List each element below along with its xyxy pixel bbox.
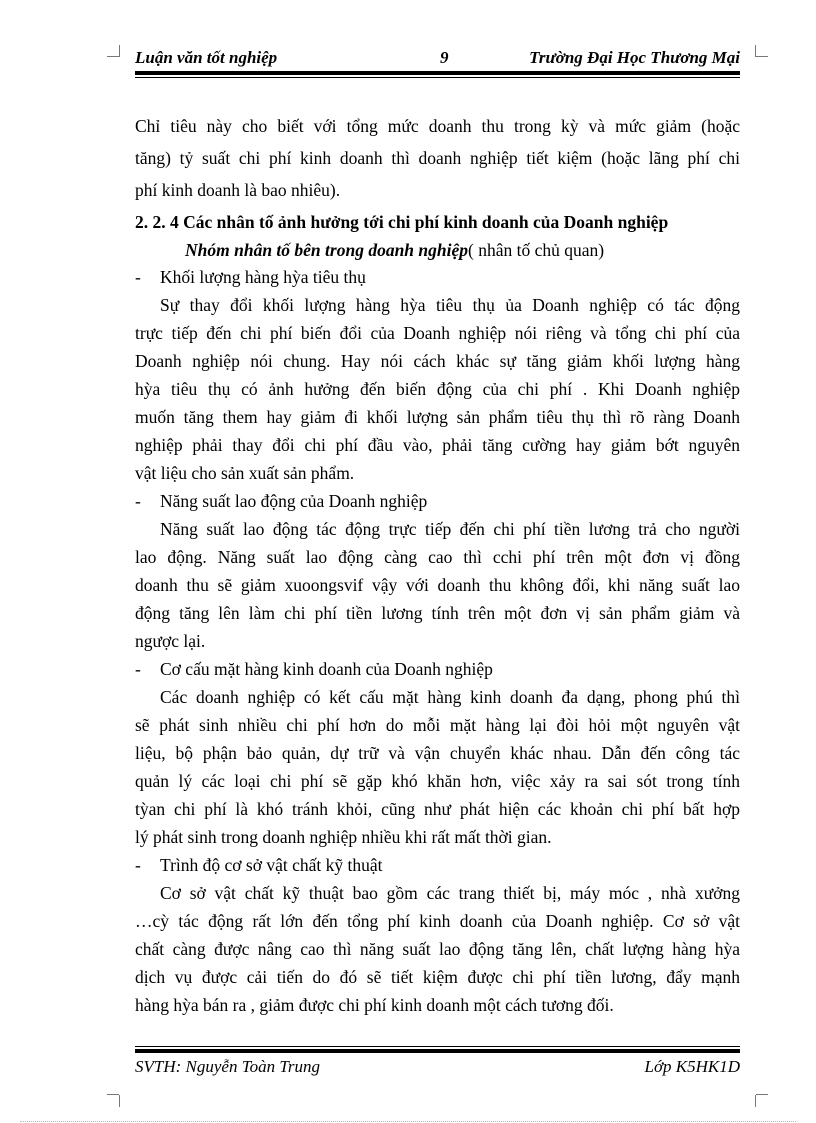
dash-bullet: -	[135, 491, 141, 511]
list-item-title-text: Năng suất lao động của Doanh nghiệp	[160, 491, 428, 511]
paragraph-line: dịch vụ được cải tiến do đó sẽ tiết kiệm được chi phí tiền lương, đẩy mạnh	[135, 967, 740, 987]
dash-bullet: -	[135, 659, 141, 679]
paragraph-line: hàng hỳa bán ra , giảm được chi phí kinh doanh một cách tương đối.	[135, 995, 614, 1015]
crop-mark	[119, 45, 120, 57]
paragraph-line: lao động. Năng suất lao động càng cao thì cchi phí trên một đơn vị đồng	[135, 547, 740, 567]
paragraph-line: chất càng được nâng cao thì năng suất lao động tăng lên, chất lượng hàng hỳa	[135, 939, 740, 959]
paragraph-line: Chỉ tiêu này cho biết với tổng mức doanh thu trong kỳ và mức giảm (hoặc	[135, 116, 740, 136]
dash-bullet: -	[135, 855, 141, 875]
paragraph-line: vật liệu cho sản xuất sản phẩm.	[135, 463, 355, 483]
paragraph-line: Doanh nghiệp nói chung. Hay nói cách khác sự tăng giảm khối lượng hàng	[135, 351, 740, 371]
paragraph-line: quản lý các loại chi phí sẽ gặp khó khăn hơn, việc xảy ra sai sót trong tính	[135, 771, 740, 791]
paragraph-line: Năng suất lao động tác động trực tiếp đến chi phí tiền lương trả cho người	[160, 519, 740, 539]
paragraph-line: lý phát sinh trong doanh nghiệp nhiều khi rất mất thời gian.	[135, 827, 552, 847]
paragraph-line: phí kinh doanh là bao nhiêu).	[135, 180, 341, 200]
section-heading: 2. 2. 4 Các nhân tố ảnh hưởng tới chi phí kinh doanh của Doanh nghiệp	[135, 212, 669, 232]
page-number: 9	[440, 48, 449, 67]
footer-class: Lớp K5HK1D	[644, 1057, 740, 1076]
crop-mark	[107, 56, 119, 57]
crop-mark	[107, 1094, 119, 1095]
crop-mark	[756, 1094, 768, 1095]
page-header	[135, 46, 740, 72]
paragraph-line: liệu, bộ phận bảo quản, dự trữ và vận chuyển khác nhau. Dẫn đến công tác	[135, 743, 740, 763]
dash-bullet: -	[135, 267, 141, 287]
subheading-rest: ( nhân tố chủ quan)	[468, 240, 605, 260]
paragraph-line: muốn tăng them hay giảm đi khối lượng sản phẩm tiêu thụ thì rõ ràng Doanh	[135, 407, 740, 427]
paragraph-line: Các doanh nghiệp có kết cấu mặt hàng kinh doanh đa dạng, phong phú thì	[160, 687, 740, 707]
page-bottom-edge	[20, 1121, 796, 1122]
crop-mark	[755, 1095, 756, 1107]
subheading-emphasis: Nhóm nhân tố bên trong doanh nghiệp	[185, 240, 469, 260]
header-rule-thick	[135, 71, 740, 75]
crop-mark	[756, 56, 768, 57]
paragraph-line: tăng) tỷ suất chi phí kinh doanh thì doanh nghiệp tiết kiệm (hoặc lãng phí chi	[135, 148, 740, 168]
paragraph-line: hỳa tiêu thụ có ảnh hưởng đến biến động của chi phí . Khi Doanh nghiệp	[135, 379, 740, 399]
footer-rule-thick	[135, 1049, 740, 1053]
footer-rule-thin	[135, 1046, 740, 1047]
list-item-title	[135, 487, 740, 515]
paragraph-line: sẽ phát sinh nhiều chi phí hơn do mỗi mặt hàng lại đòi hỏi một nguyên vật	[135, 715, 740, 735]
header-rule-thin	[135, 77, 740, 78]
paragraph-line: Sự thay đổi khối lượng hàng hỳa tiêu thụ ủa Doanh nghiệp có tác động	[160, 295, 740, 315]
list-item-title	[135, 851, 740, 879]
paragraph-line: trực tiếp đến chi phí biến đổi của Doanh nghiệp nói riêng và tổng chi phí của	[135, 323, 740, 343]
list-item-title	[135, 263, 740, 291]
header-thesis-label: Luận văn tốt nghiệp	[135, 48, 278, 67]
crop-mark	[119, 1095, 120, 1107]
list-item-title-text: Cơ cấu mặt hàng kinh doanh của Doanh nghiệp	[160, 659, 493, 679]
subsection-heading	[185, 236, 604, 264]
paragraph-line: động tăng lên làm chi phí tiền lương tính trên một đơn vị sản phẩm giảm và	[135, 603, 740, 623]
footer-student: SVTH: Nguyễn Toàn Trung	[135, 1057, 320, 1076]
paragraph-line: doanh thu sẽ giảm xuoongsvif vậy với doanh thu không đổi, khi năng suất lao	[135, 575, 740, 595]
header-university: Trường Đại Học Thương Mại	[529, 48, 740, 67]
paragraph-line: ngược lại.	[135, 631, 206, 651]
paragraph-line: nghiệp phải thay đổi chi phí đầu vào, phải tăng cường hay giảm bớt nguyên	[135, 435, 740, 455]
paragraph-line: tỳan chi phí là khó tránh khỏi, cũng như phát hiện các khoản chi phí bất hợp	[135, 799, 740, 819]
list-item-title-text: Trình độ cơ sở vật chất kỹ thuật	[160, 855, 383, 875]
paragraph-line: …cỳ tác động rất lớn đến tổng phí kinh doanh của Doanh nghiệp. Cơ sở vật	[135, 911, 740, 931]
list-item-title-text: Khối lượng hàng hỳa tiêu thụ	[160, 267, 366, 287]
list-item-title	[135, 655, 740, 683]
page-footer	[135, 1055, 740, 1079]
paragraph-line: Cơ sở vật chất kỹ thuật bao gồm các trang thiết bị, máy móc , nhà xưởng	[160, 883, 740, 903]
